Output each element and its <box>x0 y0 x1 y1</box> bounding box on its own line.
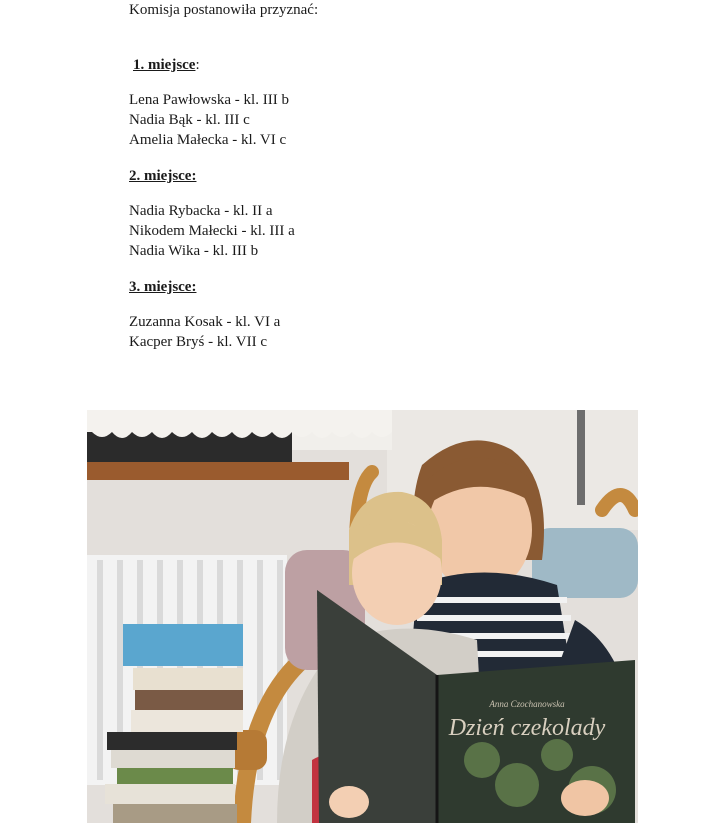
window-sill <box>87 462 349 480</box>
place-2-heading: 2. miejsce: <box>129 168 197 184</box>
hand <box>561 780 609 816</box>
place-2-entry: Nadia Wika - kl. III b <box>129 243 259 259</box>
place-3-heading: 3. miejsce: <box>129 279 197 295</box>
place-1-entry: Amelia Małecka - kl. VI c <box>129 132 287 148</box>
place-1-heading-colon: : <box>195 57 200 73</box>
intro-text: Komisja postanowiła przyznać: <box>129 2 319 18</box>
place-1-heading-text: 1. miejsce <box>133 57 196 73</box>
reading-photo <box>87 410 638 823</box>
place-2-entry: Nikodem Małecki - kl. III a <box>129 223 295 239</box>
book-title: Dzień czekolady <box>448 715 606 741</box>
book-author: Anna Czochanowska <box>489 699 565 709</box>
place-1-entry: Nadia Bąk - kl. III c <box>129 112 250 128</box>
place-3-entry: Kacper Bryś - kl. VII c <box>129 334 268 350</box>
hand <box>329 786 369 818</box>
place-2-entry: Nadia Rybacka - kl. II a <box>129 203 273 219</box>
place-1-heading <box>133 56 200 75</box>
place-1-entry: Lena Pawłowska - kl. III b <box>129 92 289 108</box>
place-3-entry: Zuzanna Kosak - kl. VI a <box>129 314 281 330</box>
